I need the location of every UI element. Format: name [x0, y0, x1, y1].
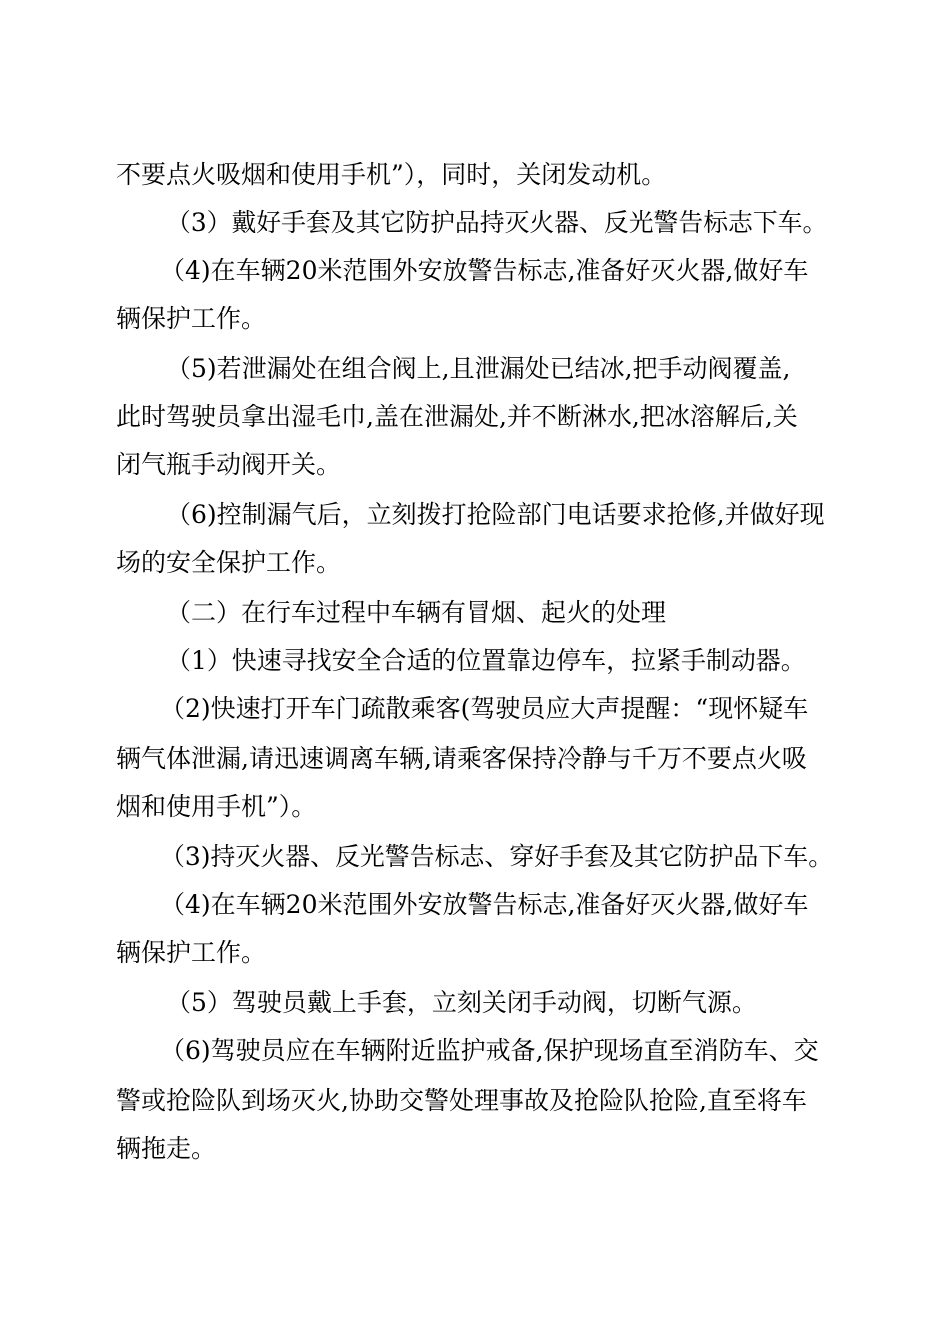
text-line: （4)在车辆20米范围外安放警告标志,准备好灭火器,做好车: [160, 890, 809, 919]
text-line: （6)控制漏气后，立刻拨打抢险部门电话要求抢修,并做好现: [166, 500, 825, 529]
text-line: 烟和使用手机”）。: [116, 792, 317, 821]
text-line: 场的安全保护工作。: [116, 548, 342, 577]
text-line: （3）戴好手套及其它防护品持灭火器、反光警告标志下车。: [166, 208, 828, 237]
text-line: 闭气瓶手动阀开关。: [116, 450, 342, 479]
text-line: 辆保护工作。: [116, 304, 267, 333]
text-line: （5）驾驶员戴上手套，立刻关闭手动阀，切断气源。: [166, 988, 757, 1017]
text-line: 警或抢险队到场灭火,协助交警处理事故及抢险队抢险,直至将车: [116, 1086, 807, 1115]
text-line: （4)在车辆20米范围外安放警告标志,准备好灭火器,做好车: [160, 256, 809, 285]
text-line: （6)驾驶员应在车辆附近监护戒备,保护现场直至消防车、交: [160, 1036, 819, 1065]
text-line: （1）快速寻找安全合适的位置靠边停车，拉紧手制动器。: [166, 646, 806, 675]
text-line: （5)若泄漏处在组合阀上,且泄漏处已结冰,把手动阀覆盖,: [166, 354, 791, 383]
text-line: （3)持灭火器、反光警告标志、穿好手套及其它防护品下车。: [160, 842, 834, 871]
text-line: 辆气体泄漏,请迅速调离车辆,请乘客保持冷静与千万不要点火吸: [116, 744, 807, 773]
text-line: 不要点火吸烟和使用手机”），同时，关闭发动机。: [116, 160, 667, 189]
text-line: 辆保护工作。: [116, 938, 267, 967]
text-line: （2)快速打开车门疏散乘客(驾驶员应大声提醒：“现怀疑车: [160, 694, 809, 723]
text-line: 此时驾驶员拿出湿毛巾,盖在泄漏处,并不断淋水,把冰溶解后,关: [116, 402, 798, 431]
text-line: 辆拖走。: [116, 1134, 217, 1163]
section-heading: （二）在行车过程中车辆有冒烟、起火的处理: [166, 598, 667, 627]
